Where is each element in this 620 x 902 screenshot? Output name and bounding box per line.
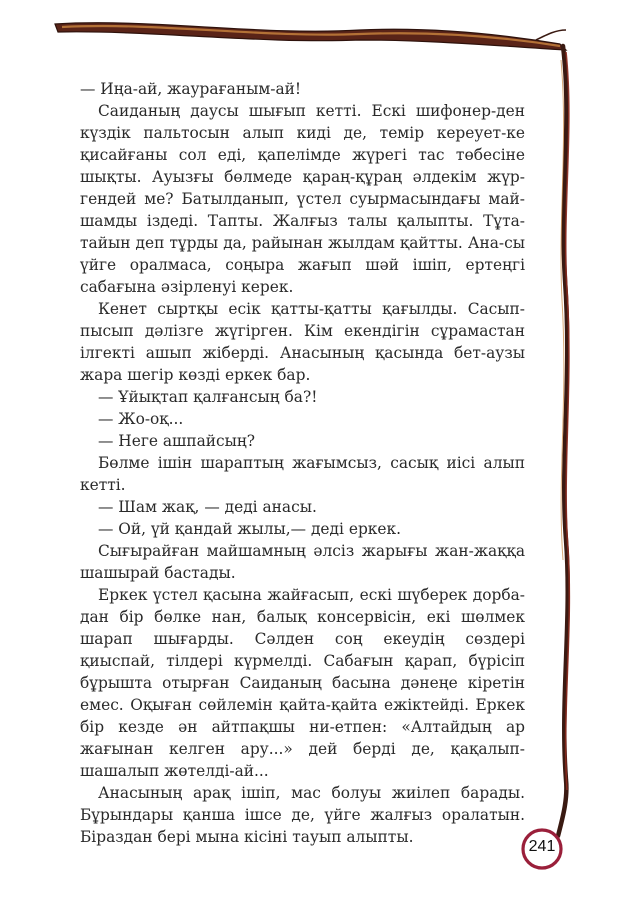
paragraph: — Ой, үй қандай жылы,— деді еркек. — [98, 520, 402, 538]
paragraph: Анасының арақ ішіп, мас болуы жиілеп барады. Бұрындары қанша ішсе де, үйге жалғыз оралатын. Біраздан бері мына кісіні тауып алыпты. — [80, 784, 525, 846]
paragraph: Еркек үстел қасына жайғасып, ескі шүберек дорба-дан бір бөлке нан, балық консервісін, екі шөлмек шарап шығарды. Сәлден соң екеудің сөздері қиыспай, тілдері күрмелді. Сабағын қарап, бүрісіп бұрышта отырған Саиданың басына дәнеңе кіретін емес. Оқыған сөйлемін қайта-қайта ежіктейді. Еркек бір кезде ән айтпақшы ни-етпен: «Алтайдың ар жағынан келген ару...» дей берді де, қақалып-шашалып жөтелді-ай... — [80, 586, 525, 780]
paragraph: Сығырайған майшамның әлсіз жарығы жан-жаққа шашырай бастады. — [80, 542, 525, 582]
text-block — [80, 78, 525, 848]
paragraph: — Иңа-ай, жаурағаным-ай! — [80, 80, 302, 98]
paragraph: — Жо-оқ... — [98, 410, 184, 428]
page-number: 241 — [528, 838, 556, 855]
paragraph: — Неге ашпайсың? — [98, 432, 256, 450]
paragraph: Бөлме ішін шараптың жағымсыз, сасық иісі алып кетті. — [80, 454, 525, 494]
paragraph: Саиданың даусы шығып кетті. Ескі шифонер-ден күздік пальтосын алып киді де, темір кереует-ке қисайғаны сол еді, қапелімде жүрегі тас төбесіне шықты. Ауызғы бөлмеде қараң-құраң әлдекім жүр-гендей ме? Батылданып, үстел суырмасындағы май-шамды іздеді. Тапты. Жалғыз талы қалыпты. Тұта-тайын деп тұрды да, райынан жылдам қайтты. Ана-сы үйге оралмаса, соңыра жағып шәй ішіп, ертеңгі сабағына әзірленуі керек. — [80, 102, 525, 296]
top-branch-twig — [536, 30, 566, 40]
paragraph: — Шам жақ, — деді анасы. — [98, 498, 317, 516]
paragraph: — Ұйықтап қалғансың ба?! — [98, 388, 318, 406]
paragraph: Кенет сыртқы есік қатты-қатты қағылды. Сасып-пысып дәлізге жүгірген. Кім екендігін сұрамастан ілгекті ашып жіберді. Анасының қасында бет-аузы жара шегір көзді еркек бар. — [80, 300, 525, 384]
